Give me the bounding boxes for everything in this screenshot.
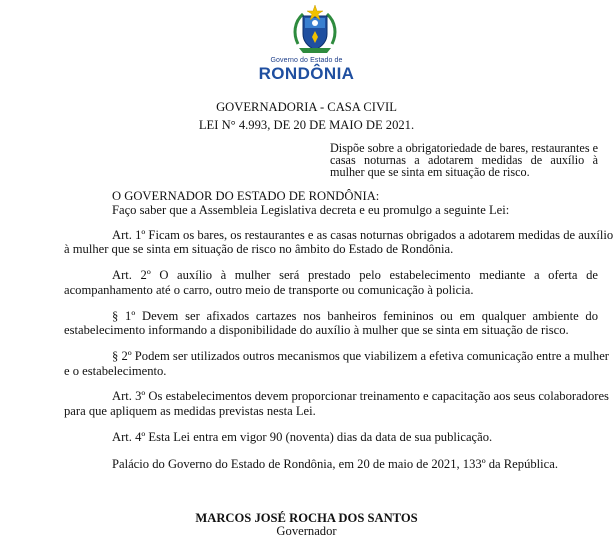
department-heading: GOVERNADORIA - CASA CIVIL: [216, 100, 397, 114]
paragraph-2-line-2: e o estabelecimento.: [64, 364, 167, 378]
paragraph-1-line-2: estabelecimento informando a disponibilidade do auxílio à mulher que se sinta em situação de risco.: [64, 323, 569, 337]
paragraph-2-line-1: § 2º Podem ser utilizados outros mecanismos que viabilizem a efetiva comunicação entre a mulher: [112, 349, 609, 363]
preamble-governor: O GOVERNADOR DO ESTADO DE RONDÔNIA:: [112, 189, 380, 203]
government-state-name: RONDÔNIA: [258, 64, 355, 83]
paragraph-1-line-1: § 1º Devem ser afixados cartazes nos banheiros femininos ou em qualquer ambiente do: [112, 309, 598, 323]
signature-title: Governador: [276, 524, 337, 538]
article-1-line-2: à mulher que se sinta em situação de risco no âmbito do Estado de Rondônia.: [64, 242, 454, 256]
closing-statement: Palácio do Governo do Estado de Rondônia, em 20 de maio de 2021, 133º da República.: [112, 457, 558, 471]
article-2-line-2: acompanhamento até o carro, outro meio de transporte ou comunicação à policia.: [64, 283, 474, 297]
signature-name: MARCOS JOSÉ ROCHA DOS SANTOS: [195, 511, 418, 525]
article-4: Art. 4º Esta Lei entra em vigor 90 (noventa) dias da data de sua publicação.: [112, 430, 493, 444]
preamble-statement: Faço saber que a Assembleia Legislativa decreta e eu promulgo a seguinte Lei:: [112, 203, 510, 217]
law-title: LEI N° 4.993, DE 20 DE MAIO DE 2021.: [198, 118, 415, 132]
article-3-line-1: Art. 3º Os estabelecimentos devem proporcionar treinamento e capacitação aos seus colaboradores: [112, 389, 609, 403]
government-subtitle: Governo do Estado de: [270, 57, 343, 64]
article-3-line-2: para que apliquem as medidas previstas nesta Lei.: [64, 404, 316, 418]
article-2-line-1: Art. 2º O auxílio à mulher será prestado pelo estabelecimento mediante a oferta de: [112, 268, 598, 282]
rondonia-coat-of-arms-icon: [289, 4, 341, 56]
article-1-line-1: Art. 1º Ficam os bares, os restaurantes e as casas noturnas obrigados a adotarem medidas de auxílio: [112, 228, 613, 242]
law-summary: Dispõe sobre a obrigatoriedade de bares, restaurantes e casas noturnas a adotarem medidas de auxílio à mulher que se sinta em situação de risco.: [330, 141, 599, 179]
